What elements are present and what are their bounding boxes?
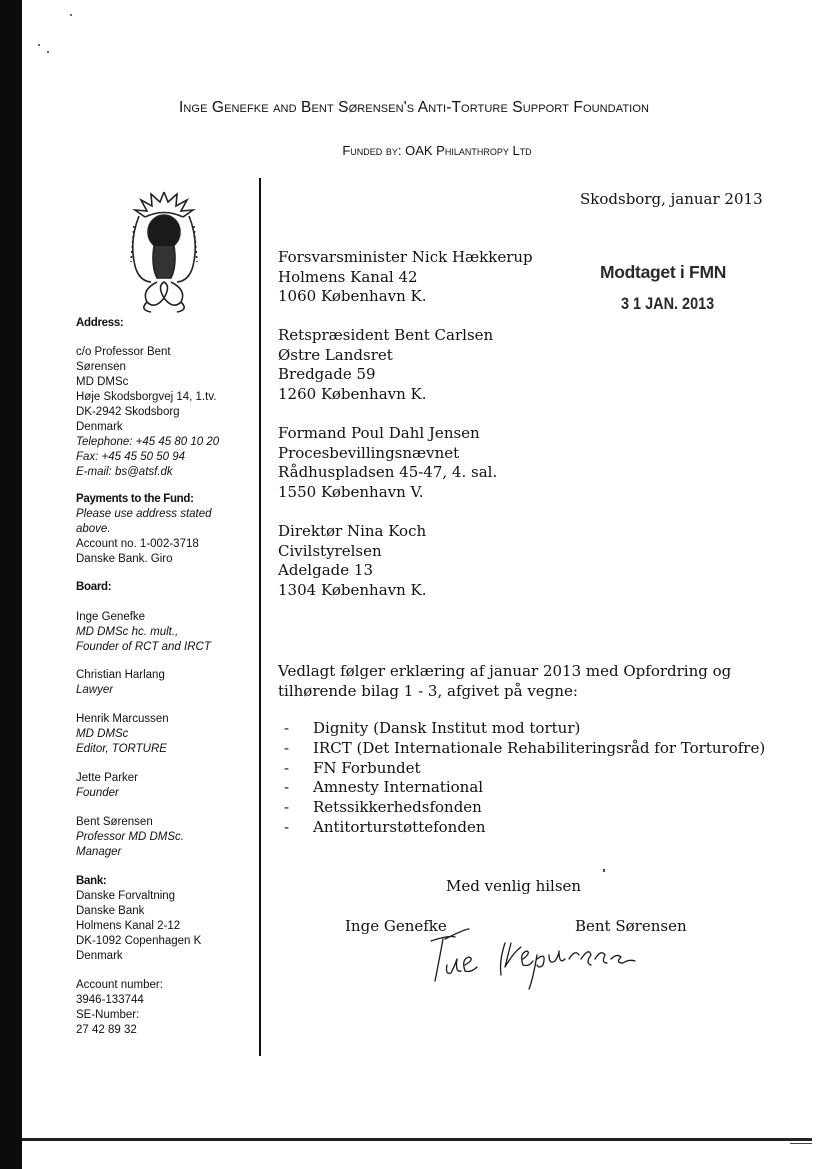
- bank-heading: Bank:: [76, 875, 107, 887]
- board-member-title: Founder: [76, 787, 119, 799]
- handwritten-signature-icon: [425, 925, 640, 995]
- address-line: DK-2942 Skodsborg: [76, 406, 180, 418]
- sidebar-address-lines: [76, 345, 258, 480]
- board-member: [76, 815, 258, 860]
- recipient-block: [278, 248, 533, 307]
- address-line: Sørensen: [76, 361, 126, 373]
- scan-speck: [70, 14, 72, 16]
- payments-note: Please use address stated: [76, 508, 212, 520]
- recipient-line: Bredgade 59: [278, 365, 376, 383]
- organisation-name: Retssikkerhedsfonden: [313, 798, 482, 817]
- foundation-title: Inge Genefke and Bent Sørensen's Anti-Torture Support Foundation: [178, 99, 650, 116]
- bank-line: Denmark: [76, 950, 123, 962]
- recipient-line: 1304 København K.: [278, 580, 427, 599]
- scan-speck: [38, 44, 40, 46]
- signatory-name: Bent Sørensen: [575, 917, 687, 935]
- account-number: 3946-133744: [76, 994, 144, 1006]
- recipient-line: Retspræsident Bent Carlsen: [278, 326, 494, 344]
- organisation-name: Antitorturstøttefonden: [313, 817, 486, 836]
- organisation-name: FN Forbundet: [313, 758, 421, 777]
- recipient-line: Rådhuspladsen 45-47, 4. sal.: [278, 463, 498, 481]
- body-line: tilhørende bilag 1 - 3, afgivet på vegne:: [278, 681, 578, 700]
- scan-edge-left: [0, 0, 22, 1169]
- list-item: [284, 719, 765, 739]
- recipient-line: Direktør Nina Koch: [278, 522, 427, 540]
- letter-date: Skodsborg, januar 2013: [580, 190, 763, 208]
- scan-speck: [603, 869, 605, 872]
- column-divider: [259, 178, 261, 1056]
- sidebar-board-heading: [76, 580, 258, 595]
- funded-by-line: Funded by: OAK Philanthropy Ltd: [342, 143, 532, 158]
- list-dash: -: [284, 798, 290, 817]
- payments-note: above.: [76, 523, 111, 535]
- board-member-name: Jette Parker: [76, 772, 138, 784]
- bank-line: DK-1092 Copenhagen K: [76, 935, 202, 947]
- board-member-name: Inge Genefke: [76, 611, 146, 623]
- address-line: c/o Professor Bent: [76, 346, 171, 358]
- list-dash: -: [284, 719, 290, 737]
- recipient-line: 1550 København V.: [278, 482, 424, 501]
- sidebar-payments: [76, 492, 258, 567]
- list-dash: -: [284, 817, 290, 836]
- sidebar-account: [76, 978, 258, 1038]
- board-member-title: MD DMSc hc. mult.,: [76, 626, 179, 638]
- board-member-name: Christian Harlang: [76, 669, 165, 681]
- board-heading: Board:: [76, 581, 112, 593]
- received-stamp-date: 3 1 JAN. 2013: [621, 294, 715, 313]
- board-member-title: Editor, TORTURE: [76, 743, 167, 755]
- board-member-title: Manager: [76, 846, 122, 858]
- received-stamp: Modtaget i FMN: [600, 262, 727, 282]
- board-member: [76, 610, 258, 655]
- email[interactable]: E-mail: bs@atsf.dk: [76, 466, 173, 478]
- account-label: Account number:: [76, 979, 163, 991]
- board-member: [76, 668, 258, 698]
- list-dash: -: [284, 758, 290, 777]
- scan-speck: [47, 51, 49, 53]
- list-item: [284, 798, 765, 818]
- letter-body: [278, 662, 731, 701]
- address-line: MD DMSc: [76, 376, 129, 388]
- board-member-title: MD DMSc: [76, 728, 129, 740]
- list-item: [284, 739, 765, 759]
- address-line: Høje Skodsborgvej 14, 1.tv.: [76, 391, 217, 403]
- bank-line: Holmens Kanal 2-12: [76, 920, 181, 932]
- organisation-name: Dignity (Dansk Institut mod tortur): [313, 719, 581, 737]
- recipient-line: Formand Poul Dahl Jensen: [278, 424, 480, 442]
- payments-bank: Danske Bank. Giro: [76, 553, 173, 565]
- board-member-name: Bent Sørensen: [76, 816, 153, 828]
- recipient-line: Adelgade 13: [278, 561, 373, 579]
- recipient-block: [278, 424, 497, 502]
- organisation-name: Amnesty International: [313, 778, 484, 797]
- sidebar-bank: [76, 874, 258, 964]
- address-line: Denmark: [76, 421, 123, 433]
- scan-edge-bottom-mark: [790, 1143, 812, 1144]
- sidebar-address: [76, 316, 258, 331]
- signatory-name: Inge Genefke: [345, 917, 447, 935]
- recipient-line: Civilstyrelsen: [278, 541, 382, 560]
- list-item: [284, 759, 765, 779]
- scan-edge-bottom: [22, 1138, 812, 1141]
- organisation-list: [284, 719, 765, 838]
- board-member-title: Founder of RCT and IRCT: [76, 641, 211, 653]
- organisation-name: IRCT (Det Internationale Rehabiliteringsråd for Torturofre): [313, 738, 766, 757]
- payments-heading: Payments to the Fund:: [76, 493, 194, 505]
- address-heading: Address:: [76, 317, 124, 329]
- fax: Fax: +45 45 50 50 94: [76, 451, 186, 463]
- recipient-line: 1060 København K.: [278, 287, 427, 305]
- closing-greeting: Med venlig hilsen: [446, 877, 582, 895]
- recipient-line: Østre Landsret: [278, 345, 393, 364]
- recipient-block: [278, 522, 427, 600]
- bank-line: Danske Forvaltning: [76, 890, 176, 902]
- recipient-block: [278, 326, 493, 404]
- list-dash: -: [284, 778, 290, 797]
- board-member: [76, 712, 258, 757]
- board-member-title: Lawyer: [76, 684, 114, 696]
- list-item: [284, 778, 765, 798]
- recipient-line: Procesbevillingsnævnet: [278, 443, 460, 462]
- recipient-line: 1260 København K.: [278, 384, 427, 403]
- recipient-line: Forsvarsminister Nick Hækkerup: [278, 248, 533, 266]
- board-member-name: Henrik Marcussen: [76, 713, 169, 725]
- se-label: SE-Number:: [76, 1009, 140, 1021]
- se-number: 27 42 89 32: [76, 1024, 137, 1036]
- list-dash: -: [284, 738, 290, 757]
- list-item: [284, 818, 765, 838]
- payments-account: Account no. 1-002-3718: [76, 538, 199, 550]
- recipient-line: Holmens Kanal 42: [278, 267, 418, 286]
- body-line: Vedlagt følger erklæring af januar 2013 med Opfordring og: [278, 662, 732, 680]
- bank-line: Danske Bank: [76, 905, 145, 917]
- telephone: Telephone: +45 45 80 10 20: [76, 436, 220, 448]
- board-member-title: Professor MD DMSc.: [76, 831, 184, 843]
- board-member: [76, 771, 258, 801]
- foundation-emblem-icon: [121, 186, 207, 316]
